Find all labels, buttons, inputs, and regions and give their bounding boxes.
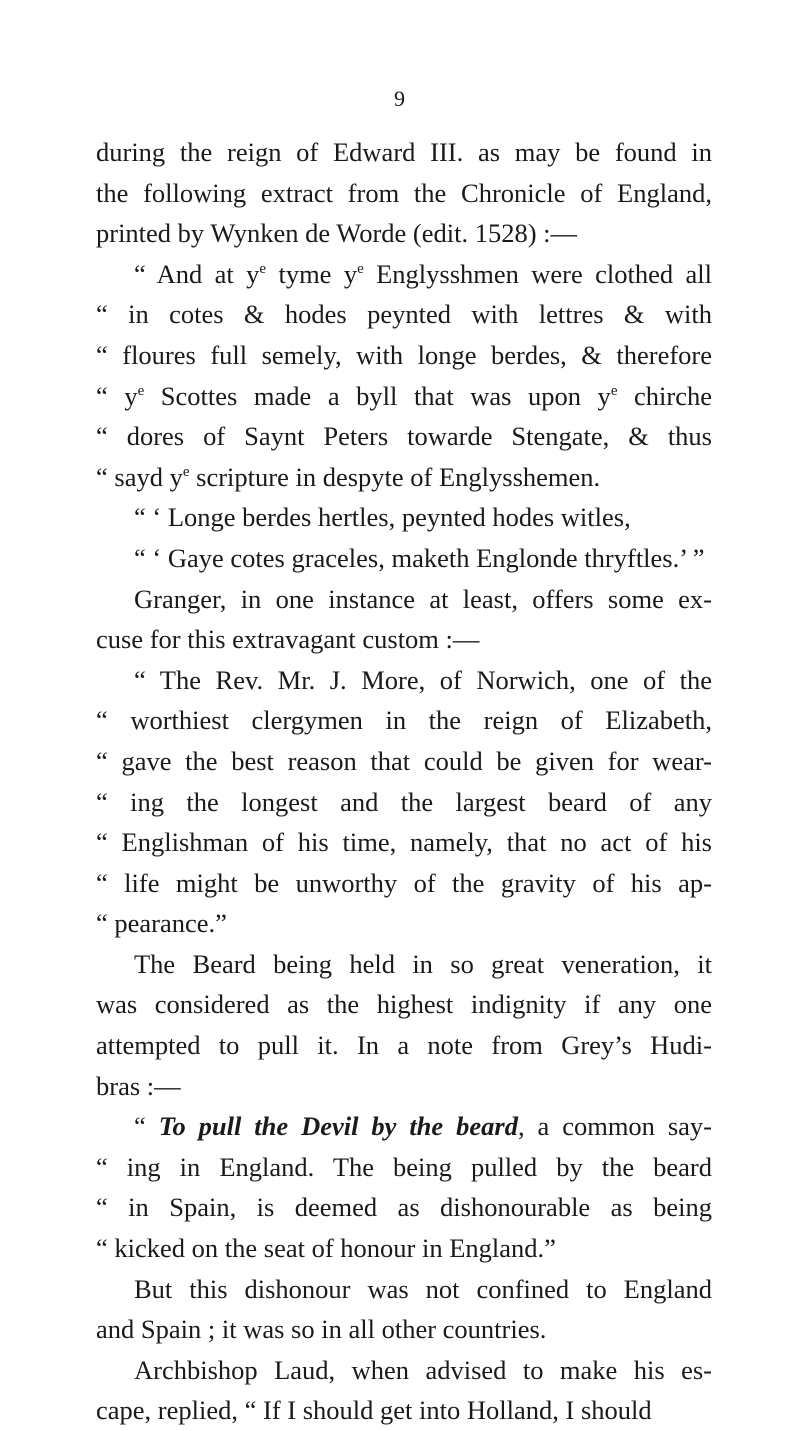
text-line	[96, 1106, 712, 1147]
italic-phrase: To pull the Devil by the beard	[158, 1111, 518, 1142]
text-run: cape, replied, “ If I should get into Holland, I should	[96, 1395, 652, 1426]
page-number: 9	[394, 86, 406, 111]
text-run: “ And at y	[134, 258, 260, 289]
text-run: printed by Wynken de Worde (edit. 1528) :—	[96, 218, 578, 249]
text-run: was considered as the highest indignity if any one	[96, 989, 712, 1020]
text-line	[96, 944, 712, 985]
text-run: the following extract from the Chronicle of England,	[96, 177, 712, 208]
text-run: attempted to pull it. In a note from Grey’s Hudi-	[96, 1030, 712, 1061]
text-run: “ pearance.”	[96, 908, 227, 939]
text-run: “ gave the best reason that could be given for wear-	[96, 745, 712, 776]
text-run: , a common say-	[517, 1111, 713, 1142]
superscript: e	[137, 382, 145, 399]
text-run: bras :—	[96, 1070, 181, 1101]
text-run: Granger, in one instance at least, offers some ex-	[134, 583, 712, 614]
superscript: e	[259, 260, 267, 277]
text-run: “ ‘ Gaye cotes graceles, maketh Englonde thryftles.’ ”	[134, 542, 705, 573]
text-line	[96, 173, 712, 214]
text-run: The Beard being held in so great veneration, it	[134, 948, 712, 979]
text-line	[96, 497, 712, 538]
text-run: “	[134, 1111, 159, 1142]
text-run: “ ing in England. The being pulled by the beard	[96, 1151, 712, 1182]
text-run: “ worthiest clergymen in the reign of Elizabeth,	[96, 705, 712, 736]
text-line	[96, 1187, 712, 1228]
text-run: “ ‘ Longe berdes hertles, peynted hodes witles,	[134, 502, 631, 533]
text-run: Englysshmen were clothed all	[363, 258, 712, 289]
text-line	[96, 376, 712, 417]
text-line	[96, 660, 712, 701]
text-line	[96, 1390, 712, 1431]
text-line	[96, 619, 712, 660]
superscript: e	[182, 463, 190, 480]
text-line	[96, 579, 712, 620]
text-run: “ floures full semely, with longe berdes, & therefore	[96, 339, 712, 370]
text-line	[96, 1147, 712, 1188]
text-line	[96, 1066, 712, 1107]
text-line	[96, 1269, 712, 1310]
text-line	[96, 1228, 712, 1269]
body-text	[96, 132, 712, 1431]
text-run: during the reign of Edward III. as may be found in	[96, 137, 712, 167]
text-run: “ in Spain, is deemed as dishonourable as being	[96, 1192, 712, 1223]
text-line	[96, 416, 712, 457]
text-run: Archbishop Laud, when advised to make his es-	[134, 1354, 712, 1385]
text-run: But this dishonour was not confined to England	[134, 1273, 712, 1304]
text-line	[96, 822, 712, 863]
text-line	[96, 457, 712, 498]
text-line	[96, 700, 712, 741]
text-line	[96, 1309, 712, 1350]
text-run: scripture in despyte of Englysshemen.	[189, 461, 601, 492]
text-line	[96, 294, 712, 335]
text-line	[96, 741, 712, 782]
text-line	[96, 132, 712, 173]
text-line	[96, 863, 712, 904]
text-line	[96, 1025, 712, 1066]
text-line	[96, 213, 712, 254]
text-run: “ dores of Saynt Peters towarde Stengate, & thus	[96, 421, 712, 452]
text-run: “ sayd y	[96, 461, 183, 492]
text-line	[96, 984, 712, 1025]
text-line	[96, 254, 712, 295]
text-line	[96, 335, 712, 376]
text-run: and Spain ; it was so in all other countries.	[96, 1314, 547, 1345]
text-line	[96, 782, 712, 823]
superscript: e	[357, 260, 364, 277]
text-line	[96, 1350, 712, 1391]
text-run: “ y	[96, 380, 138, 411]
superscript: e	[610, 382, 618, 399]
text-run: “ kicked on the seat of honour in England.”	[96, 1233, 556, 1264]
text-run: “ in cotes & hodes peynted with lettres & with	[96, 299, 712, 330]
text-run: “ life might be unworthy of the gravity of his ap-	[96, 867, 712, 898]
text-run: tyme y	[266, 258, 358, 289]
text-line	[96, 903, 712, 944]
text-run: cuse for this extravagant custom :—	[96, 624, 480, 655]
text-run: “ The Rev. Mr. J. More, of Norwich, one of the	[134, 664, 712, 695]
text-line	[96, 538, 712, 579]
text-run: “ ing the longest and the largest beard of any	[96, 786, 712, 817]
text-run: Scottes made a byll that was upon y	[144, 380, 611, 411]
text-run: “ Englishman of his time, namely, that no act of his	[96, 827, 712, 858]
text-run: chirche	[617, 380, 713, 411]
